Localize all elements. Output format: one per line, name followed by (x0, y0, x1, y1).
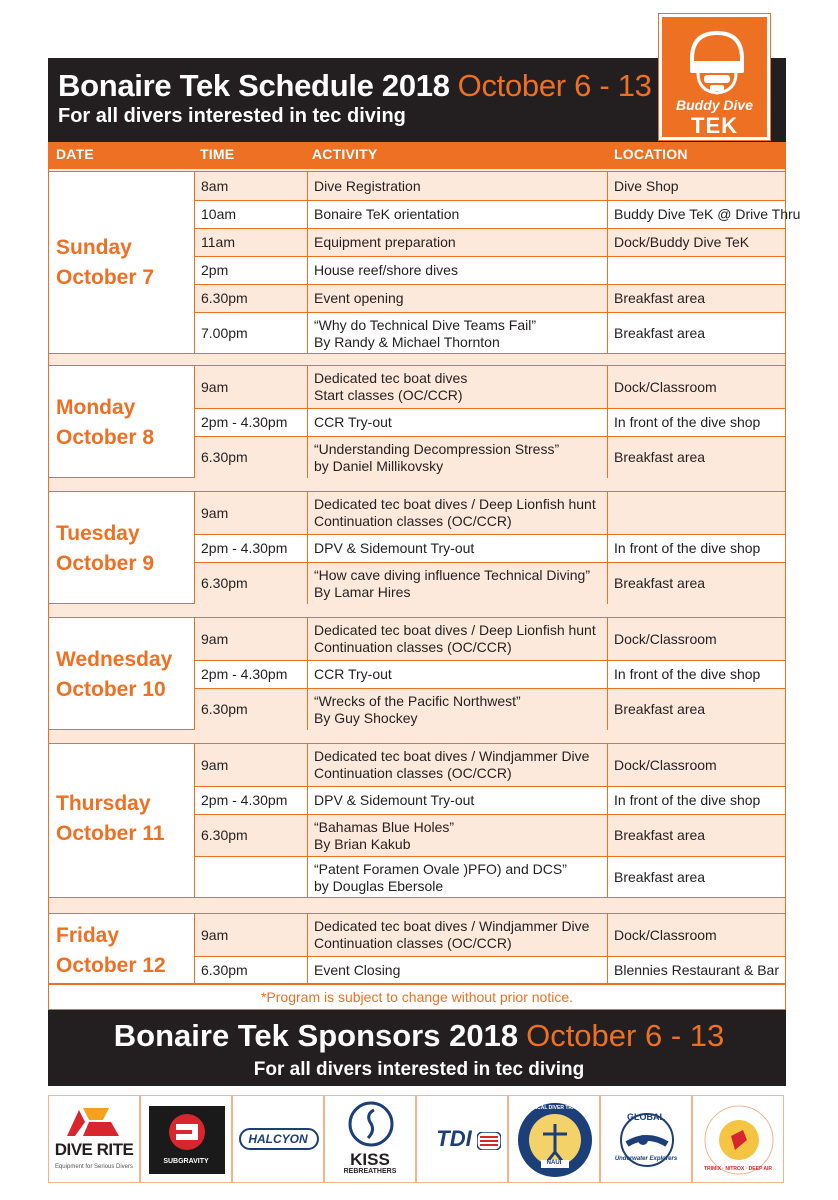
location-cell: Dock/Classroom (607, 744, 786, 786)
day-date: October 7 (56, 266, 155, 289)
activity-cell (307, 957, 607, 984)
page-subtitle: For all divers interested in tec diving (58, 105, 406, 127)
activity-line: Dedicated tec boat dives (314, 370, 468, 386)
table-row (194, 618, 785, 660)
table-row (194, 256, 785, 284)
table-row (194, 172, 785, 200)
table-row (194, 744, 785, 786)
diver-helmet-icon (686, 29, 748, 97)
location-cell: Breakfast area (607, 857, 786, 898)
table-row (194, 956, 785, 984)
sponsor-logo-tdi (416, 1095, 508, 1183)
activity-cell (307, 172, 607, 200)
logo-tek-text: TEK (691, 113, 738, 138)
table-row (194, 312, 785, 354)
table-row (194, 562, 785, 604)
day-name: Thursday (56, 792, 151, 815)
dive-rite-mark-icon (49, 1100, 141, 1140)
table-row (194, 688, 785, 730)
time-cell: 2pm - 4.30pm (201, 666, 288, 682)
time-cell: 6.30pm (201, 575, 248, 591)
location-cell: Breakfast area (607, 563, 786, 604)
time-cell: 9am (201, 504, 229, 521)
location-cell (607, 257, 786, 284)
activity-line: by Douglas Ebersole (314, 877, 444, 894)
activity-line: DPV & Sidemount Try-out (314, 540, 475, 556)
activity-cell (307, 618, 607, 660)
time-cell: 7.00pm (201, 325, 248, 341)
activity-cell (307, 437, 607, 478)
time-cell: 10am (201, 206, 237, 222)
activity-line: Event Closing (314, 962, 401, 978)
time-cell: 2pm (201, 262, 229, 278)
disclaimer: *Program is subject to change without prior notice. (48, 984, 786, 1010)
time-cell: 9am (201, 926, 229, 943)
day-label-friday (56, 921, 166, 981)
table-row (194, 814, 785, 856)
activity-line: Equipment preparation (314, 234, 456, 250)
activity-line: By Randy & Michael Thornton (314, 333, 500, 350)
sponsors-dates: October 6 - 13 (526, 1018, 725, 1053)
activity-line: Continuation classes (OC/CCR) (314, 765, 512, 781)
activity-line: Event opening (314, 290, 404, 306)
location-cell: Breakfast area (607, 313, 786, 354)
global-tagline: Underwater Explorers (614, 1156, 678, 1162)
table-row (194, 914, 785, 956)
time-cell: 2pm - 4.30pm (201, 792, 288, 808)
day-label-tuesday (56, 519, 154, 579)
location-cell: Breakfast area (607, 815, 786, 856)
activity-line: Continuation classes (OC/CCR) (314, 935, 512, 951)
diver-training-tagline: NAUI (546, 1160, 562, 1166)
activity-cell (307, 229, 607, 256)
day-name: Sunday (56, 236, 132, 259)
sponsor-logo-technical-diver-training (508, 1095, 600, 1183)
time-cell: 6.30pm (201, 290, 248, 306)
activity-cell (307, 914, 607, 956)
time-cell: 6.30pm (201, 449, 248, 465)
activity-line: By Guy Shockey (314, 709, 418, 726)
global-label: GLOBAL (627, 1112, 665, 1122)
location-cell: Dock/Buddy Dive TeK (607, 229, 786, 256)
table-row (194, 786, 785, 814)
activity-cell (307, 661, 607, 688)
time-cell: 9am (201, 378, 229, 395)
table-row (194, 492, 785, 534)
deep-sea-badge-label: TRIMIX · NITROX · DEEP AIR (703, 1166, 773, 1172)
time-cell: 6.30pm (201, 827, 248, 843)
day-label-wednesday (56, 645, 172, 705)
kiss-tagline: REBREATHERS (343, 1168, 397, 1175)
location-cell: Breakfast area (607, 437, 786, 478)
sponsor-logo-global (600, 1095, 692, 1183)
activity-line: Dedicated tec boat dives / Deep Lionfish hunt (314, 496, 596, 512)
sponsor-logo-subgravity (140, 1095, 232, 1183)
activity-line: By Brian Kakub (314, 835, 411, 852)
activity-cell (307, 366, 607, 408)
activity-line: “Bahamas Blue Holes” (314, 818, 455, 835)
activity-cell (307, 313, 607, 354)
location-cell (607, 492, 786, 534)
location-cell: Breakfast area (607, 285, 786, 312)
table-row (194, 408, 785, 436)
tdi-label: TDI (436, 1126, 472, 1151)
activity-line: “Wrecks of the Pacific Northwest” (314, 692, 521, 709)
column-header-date: DATE (56, 146, 94, 162)
sponsors-title: Bonaire Tek Sponsors 2018 October 6 - 13 (113, 1018, 725, 1053)
activity-line: House reef/shore dives (314, 262, 458, 278)
time-cell: 2pm - 4.30pm (201, 540, 288, 556)
time-cell (195, 857, 307, 898)
activity-line: “Why do Technical Dive Teams Fail” (314, 316, 537, 333)
activity-cell (307, 787, 607, 814)
table-row (194, 660, 785, 688)
activity-line: by Daniel Millikovsky (314, 457, 444, 474)
subgravity-label: SUBGRAVITY (163, 1158, 209, 1165)
activity-cell (307, 201, 607, 228)
table-row (194, 534, 785, 562)
time-cell: 9am (201, 630, 229, 647)
halcyon-label: HALCYON (248, 1132, 308, 1146)
location-cell: Breakfast area (607, 689, 786, 730)
activity-line: Bonaire TeK orientation (314, 206, 460, 222)
day-date: October 10 (56, 678, 166, 701)
activity-line: DPV & Sidemount Try-out (314, 792, 475, 808)
activity-cell (307, 535, 607, 562)
day-date: October 8 (56, 426, 155, 449)
page-title: Bonaire Tek Schedule 2018 October 6 - 13 (58, 68, 652, 103)
table-row (194, 856, 785, 898)
location-cell: In front of the dive shop (607, 409, 786, 436)
activity-line: Dedicated tec boat dives / Windjammer Dive (314, 918, 590, 934)
time-cell: 2pm - 4.30pm (201, 414, 288, 430)
activity-cell (307, 744, 607, 786)
activity-cell (307, 815, 607, 856)
location-cell: Buddy Dive TeK @ Drive Thru (607, 201, 786, 228)
activity-line: By Lamar Hires (314, 583, 411, 600)
time-cell: 6.30pm (201, 962, 248, 978)
day-label-sunday (56, 233, 154, 293)
dive-rite-label: DIVE RITE (54, 1140, 134, 1159)
activity-cell (307, 563, 607, 604)
activity-line: Dedicated tec boat dives / Windjammer Dive (314, 748, 590, 764)
table-row (194, 228, 785, 256)
sponsor-logo-kiss (324, 1095, 416, 1183)
buddy-dive-tek-logo (659, 14, 770, 140)
day-date: October 11 (56, 822, 165, 845)
column-header-location: LOCATION (614, 146, 688, 162)
sponsors-subtitle: For all divers interested in tec diving (253, 1059, 585, 1080)
activity-cell (307, 857, 607, 898)
day-name: Tuesday (56, 522, 140, 545)
activity-cell (307, 285, 607, 312)
activity-line: Continuation classes (OC/CCR) (314, 513, 512, 529)
sponsor-logo-halcyon (232, 1095, 324, 1183)
diver-training-badge-icon (515, 1100, 595, 1180)
activity-line: Continuation classes (OC/CCR) (314, 639, 512, 655)
sponsor-logo-deep-sea-badge (692, 1095, 784, 1183)
logo-brand-text: Buddy Dive (675, 97, 753, 113)
time-cell: 11am (201, 234, 235, 250)
activity-line: CCR Try-out (314, 666, 392, 682)
table-row (194, 366, 785, 408)
day-name: Friday (56, 924, 120, 947)
day-label-monday (56, 393, 154, 453)
diver-training-label: TECHNICAL DIVER TRAINING (518, 1105, 590, 1111)
activity-line: “Understanding Decompression Stress” (314, 440, 560, 457)
activity-line: Start classes (OC/CCR) (314, 387, 463, 403)
table-row (194, 284, 785, 312)
kiss-seahorse-icon (346, 1100, 396, 1148)
dive-rite-tagline: Equipment for Serious Divers (54, 1164, 134, 1170)
activity-line: CCR Try-out (314, 414, 392, 430)
column-header-activity: ACTIVITY (312, 146, 378, 162)
activity-cell (307, 409, 607, 436)
day-name: Wednesday (56, 648, 173, 671)
title-dates: October 6 - 13 (457, 68, 652, 103)
subgravity-mark-icon (162, 1110, 212, 1154)
activity-line: Dedicated tec boat dives / Deep Lionfish hunt (314, 622, 596, 638)
column-header-time: TIME (200, 146, 235, 162)
activity-line: Dive Registration (314, 177, 421, 194)
location-cell: Dive Shop (607, 172, 786, 200)
location-cell: Dock/Classroom (607, 618, 786, 660)
activity-line: “Patent Foramen Ovale )PFO) and DCS” (314, 860, 567, 877)
location-cell: Dock/Classroom (607, 366, 786, 408)
location-cell: In front of the dive shop (607, 787, 786, 814)
day-name: Monday (56, 396, 136, 419)
activity-cell (307, 689, 607, 730)
table-row (194, 436, 785, 478)
table-row (194, 200, 801, 228)
time-cell: 9am (201, 756, 229, 773)
location-cell: In front of the dive shop (607, 535, 786, 562)
activity-cell (307, 257, 607, 284)
day-date: October 12 (56, 954, 166, 977)
tdi-flag-icon (477, 1132, 501, 1150)
time-cell: 8am (201, 177, 229, 194)
sponsor-logo-dive-rite (48, 1095, 140, 1183)
location-cell: Blennies Restaurant & Bar (607, 957, 786, 984)
location-cell: In front of the dive shop (607, 661, 786, 688)
day-date: October 9 (56, 552, 155, 575)
activity-line: “How cave diving influence Technical Diving” (314, 566, 590, 583)
activity-cell (307, 492, 607, 534)
day-label-thursday (56, 789, 165, 849)
location-cell: Dock/Classroom (607, 914, 786, 956)
time-cell: 6.30pm (201, 701, 248, 717)
kiss-label: KISS (350, 1150, 390, 1169)
